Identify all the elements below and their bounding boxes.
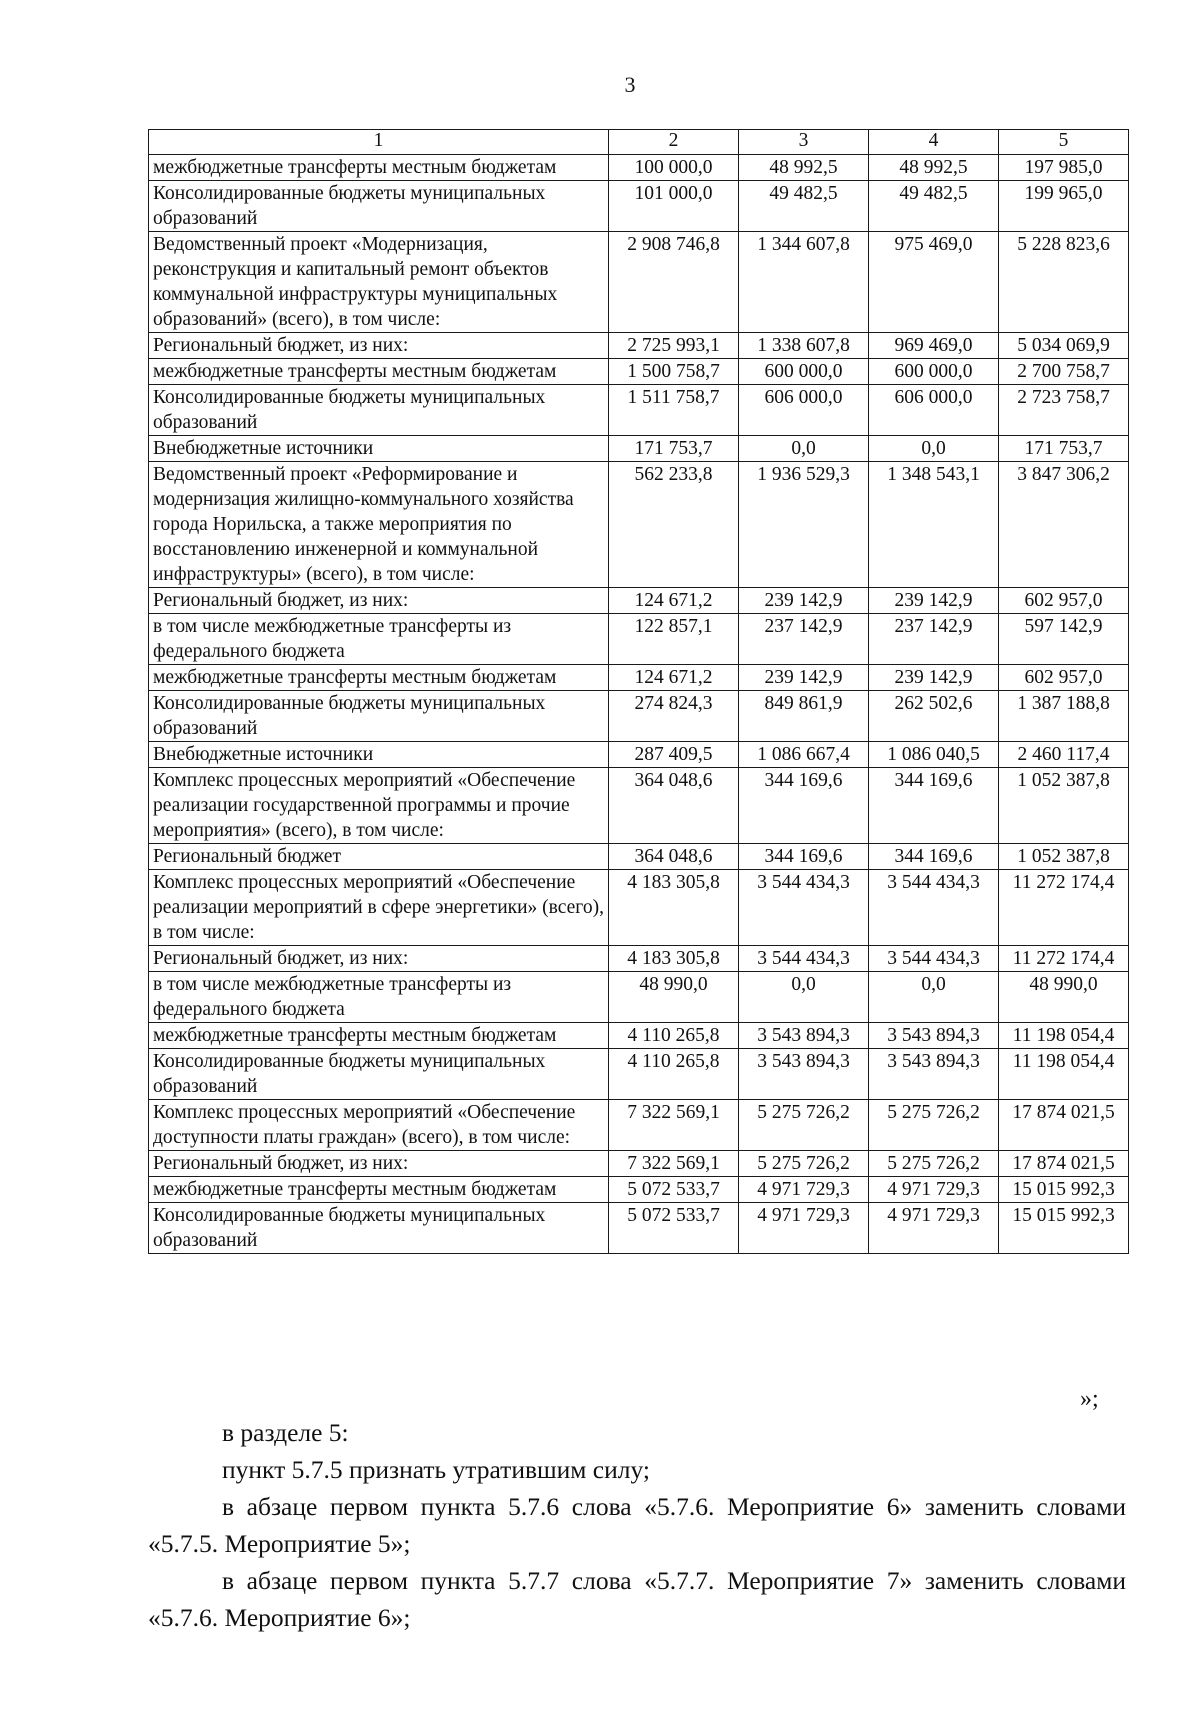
table-row <box>149 742 1129 768</box>
row-value-col-4: 3 543 894,3 <box>869 1049 999 1100</box>
row-value-col-2: 274 824,3 <box>609 691 739 742</box>
table-row <box>149 588 1129 614</box>
row-value-col-4: 5 275 726,2 <box>869 1151 999 1177</box>
column-header-1: 1 <box>149 130 609 155</box>
row-value-col-5: 1 387 188,8 <box>999 691 1129 742</box>
row-value-col-5: 3 847 306,2 <box>999 462 1129 588</box>
row-value-col-2: 287 409,5 <box>609 742 739 768</box>
row-value-col-4: 344 169,6 <box>869 844 999 870</box>
table-row <box>149 844 1129 870</box>
row-value-col-3: 606 000,0 <box>739 385 869 436</box>
row-value-col-4: 969 469,0 <box>869 333 999 359</box>
row-value-col-3: 0,0 <box>739 436 869 462</box>
column-header-3: 3 <box>739 130 869 155</box>
row-label: межбюджетные трансферты местным бюджетам <box>149 1023 609 1049</box>
table-row <box>149 385 1129 436</box>
table-row <box>149 359 1129 385</box>
row-value-col-2: 4 183 305,8 <box>609 946 739 972</box>
row-value-col-3: 237 142,9 <box>739 614 869 665</box>
row-value-col-4: 4 971 729,3 <box>869 1177 999 1203</box>
table-row <box>149 972 1129 1023</box>
table-row <box>149 155 1129 181</box>
budget-table <box>148 129 1129 1254</box>
row-value-col-4: 344 169,6 <box>869 768 999 844</box>
paragraph-section-5: в разделе 5: <box>222 1418 349 1447</box>
row-value-col-4: 1 348 543,1 <box>869 462 999 588</box>
row-value-col-4: 600 000,0 <box>869 359 999 385</box>
row-value-col-2: 5 072 533,7 <box>609 1203 739 1254</box>
row-value-col-3: 344 169,6 <box>739 844 869 870</box>
row-value-col-2: 562 233,8 <box>609 462 739 588</box>
row-value-col-5: 2 700 758,7 <box>999 359 1129 385</box>
row-value-col-5: 48 990,0 <box>999 972 1129 1023</box>
table-row <box>149 665 1129 691</box>
row-value-col-5: 1 052 387,8 <box>999 844 1129 870</box>
row-value-col-3: 239 142,9 <box>739 588 869 614</box>
table-row <box>149 614 1129 665</box>
row-value-col-2: 124 671,2 <box>609 588 739 614</box>
paragraph-5-7-6: в абзаце первом пункта 5.7.6 слова «5.7.6. Мероприятие 6» заменить словами «5.7.5. Мероприятие 5»; <box>148 1492 1126 1558</box>
row-value-col-4: 3 543 894,3 <box>869 1023 999 1049</box>
row-value-col-3: 239 142,9 <box>739 665 869 691</box>
row-value-col-3: 4 971 729,3 <box>739 1177 869 1203</box>
table-row <box>149 181 1129 232</box>
table-row <box>149 232 1129 333</box>
row-label: Консолидированные бюджеты муниципальных образований <box>149 1203 609 1254</box>
row-value-col-5: 11 198 054,4 <box>999 1023 1129 1049</box>
row-value-col-2: 122 857,1 <box>609 614 739 665</box>
row-value-col-3: 1 344 607,8 <box>739 232 869 333</box>
row-label: Внебюджетные источники <box>149 742 609 768</box>
header-row <box>149 130 1129 155</box>
table-row <box>149 462 1129 588</box>
row-value-col-2: 4 110 265,8 <box>609 1049 739 1100</box>
row-label: Консолидированные бюджеты муниципальных образований <box>149 181 609 232</box>
row-value-col-4: 975 469,0 <box>869 232 999 333</box>
row-value-col-4: 3 544 434,3 <box>869 946 999 972</box>
row-label: Комплекс процессных мероприятий «Обеспечение реализации мероприятий в сфере энергетики» (всего), в том числе: <box>149 870 609 946</box>
row-value-col-2: 4 110 265,8 <box>609 1023 739 1049</box>
row-value-col-4: 3 544 434,3 <box>869 870 999 946</box>
row-value-col-3: 1 086 667,4 <box>739 742 869 768</box>
row-value-col-2: 4 183 305,8 <box>609 870 739 946</box>
row-value-col-2: 1 511 758,7 <box>609 385 739 436</box>
row-value-col-4: 237 142,9 <box>869 614 999 665</box>
row-value-col-5: 597 142,9 <box>999 614 1129 665</box>
row-value-col-3: 344 169,6 <box>739 768 869 844</box>
row-value-col-5: 17 874 021,5 <box>999 1100 1129 1151</box>
row-value-col-5: 197 985,0 <box>999 155 1129 181</box>
row-value-col-5: 11 272 174,4 <box>999 946 1129 972</box>
row-value-col-3: 3 543 894,3 <box>739 1049 869 1100</box>
row-value-col-2: 1 500 758,7 <box>609 359 739 385</box>
row-label: межбюджетные трансферты местным бюджетам <box>149 665 609 691</box>
row-value-col-2: 5 072 533,7 <box>609 1177 739 1203</box>
table-row <box>149 768 1129 844</box>
row-value-col-5: 11 272 174,4 <box>999 870 1129 946</box>
amendment-text <box>148 1414 1126 1636</box>
row-value-col-2: 7 322 569,1 <box>609 1151 739 1177</box>
table-row <box>149 691 1129 742</box>
page-number: 3 <box>624 72 636 97</box>
row-value-col-2: 100 000,0 <box>609 155 739 181</box>
row-value-col-2: 101 000,0 <box>609 181 739 232</box>
row-value-col-4: 0,0 <box>869 972 999 1023</box>
row-value-col-5: 1 052 387,8 <box>999 768 1129 844</box>
table-body <box>149 155 1129 1254</box>
paragraph-5-7-7: в абзаце первом пункта 5.7.7 слова «5.7.7. Мероприятие 7» заменить словами «5.7.6. Мероприятие 6»; <box>148 1566 1126 1632</box>
row-value-col-5: 602 957,0 <box>999 665 1129 691</box>
row-label: Консолидированные бюджеты муниципальных образований <box>149 1049 609 1100</box>
row-label: Региональный бюджет, из них: <box>149 588 609 614</box>
row-value-col-3: 49 482,5 <box>739 181 869 232</box>
row-value-col-3: 5 275 726,2 <box>739 1100 869 1151</box>
row-label: Региональный бюджет, из них: <box>149 946 609 972</box>
row-label: Консолидированные бюджеты муниципальных образований <box>149 691 609 742</box>
row-value-col-4: 49 482,5 <box>869 181 999 232</box>
column-header-2: 2 <box>609 130 739 155</box>
row-value-col-5: 11 198 054,4 <box>999 1049 1129 1100</box>
table-row <box>149 1203 1129 1254</box>
row-value-col-5: 15 015 992,3 <box>999 1177 1129 1203</box>
row-value-col-3: 3 544 434,3 <box>739 946 869 972</box>
row-label: Региональный бюджет <box>149 844 609 870</box>
row-value-col-3: 600 000,0 <box>739 359 869 385</box>
row-value-col-4: 4 971 729,3 <box>869 1203 999 1254</box>
row-value-col-5: 171 753,7 <box>999 436 1129 462</box>
closing-quote: »; <box>1080 1386 1099 1412</box>
row-label: в том числе межбюджетные трансферты из федерального бюджета <box>149 972 609 1023</box>
row-value-col-2: 7 322 569,1 <box>609 1100 739 1151</box>
row-value-col-4: 48 992,5 <box>869 155 999 181</box>
row-label: Комплекс процессных мероприятий «Обеспечение реализации государственной программы и прочие мероприятия» (всего), в том числе: <box>149 768 609 844</box>
row-label: Консолидированные бюджеты муниципальных образований <box>149 385 609 436</box>
row-label: Региональный бюджет, из них: <box>149 1151 609 1177</box>
row-value-col-2: 364 048,6 <box>609 768 739 844</box>
row-value-col-4: 5 275 726,2 <box>869 1100 999 1151</box>
row-label: в том числе межбюджетные трансферты из федерального бюджета <box>149 614 609 665</box>
row-label: Комплекс процессных мероприятий «Обеспечение доступности платы граждан» (всего), в том числе: <box>149 1100 609 1151</box>
row-label: межбюджетные трансферты местным бюджетам <box>149 155 609 181</box>
row-value-col-3: 0,0 <box>739 972 869 1023</box>
table-header <box>149 130 1129 155</box>
table-row <box>149 333 1129 359</box>
row-value-col-4: 262 502,6 <box>869 691 999 742</box>
row-value-col-3: 4 971 729,3 <box>739 1203 869 1254</box>
row-value-col-5: 602 957,0 <box>999 588 1129 614</box>
row-value-col-5: 15 015 992,3 <box>999 1203 1129 1254</box>
row-value-col-5: 17 874 021,5 <box>999 1151 1129 1177</box>
row-value-col-2: 2 725 993,1 <box>609 333 739 359</box>
table-row <box>149 1049 1129 1100</box>
row-value-col-5: 2 723 758,7 <box>999 385 1129 436</box>
row-value-col-3: 5 275 726,2 <box>739 1151 869 1177</box>
row-value-col-4: 0,0 <box>869 436 999 462</box>
row-value-col-2: 364 048,6 <box>609 844 739 870</box>
row-value-col-3: 1 338 607,8 <box>739 333 869 359</box>
row-value-col-4: 606 000,0 <box>869 385 999 436</box>
row-value-col-2: 171 753,7 <box>609 436 739 462</box>
row-value-col-2: 124 671,2 <box>609 665 739 691</box>
row-value-col-5: 5 034 069,9 <box>999 333 1129 359</box>
row-value-col-4: 239 142,9 <box>869 665 999 691</box>
row-label: Ведомственный проект «Модернизация, реконструкция и капитальный ремонт объектов коммунальной инфраструктуры муниципальных образований» (всего), в том числе: <box>149 232 609 333</box>
table-row <box>149 1151 1129 1177</box>
row-value-col-3: 48 992,5 <box>739 155 869 181</box>
row-label: межбюджетные трансферты местным бюджетам <box>149 359 609 385</box>
table-row <box>149 1023 1129 1049</box>
table-row <box>149 870 1129 946</box>
row-value-col-4: 239 142,9 <box>869 588 999 614</box>
table-row <box>149 1177 1129 1203</box>
row-value-col-2: 2 908 746,8 <box>609 232 739 333</box>
row-value-col-5: 5 228 823,6 <box>999 232 1129 333</box>
row-label: Региональный бюджет, из них: <box>149 333 609 359</box>
column-header-5: 5 <box>999 130 1129 155</box>
paragraph-5-7-5: пункт 5.7.5 признать утратившим силу; <box>222 1455 650 1484</box>
row-value-col-5: 199 965,0 <box>999 181 1129 232</box>
row-value-col-3: 3 543 894,3 <box>739 1023 869 1049</box>
row-value-col-4: 1 086 040,5 <box>869 742 999 768</box>
row-value-col-5: 2 460 117,4 <box>999 742 1129 768</box>
row-label: Внебюджетные источники <box>149 436 609 462</box>
row-value-col-2: 48 990,0 <box>609 972 739 1023</box>
table-row <box>149 946 1129 972</box>
table-row <box>149 436 1129 462</box>
row-value-col-3: 1 936 529,3 <box>739 462 869 588</box>
table-row <box>149 1100 1129 1151</box>
row-value-col-3: 849 861,9 <box>739 691 869 742</box>
column-header-4: 4 <box>869 130 999 155</box>
row-label: Ведомственный проект «Реформирование и модернизация жилищно-коммунального хозяйства города Норильска, а также мероприятия по восстановлению инженерной и коммунальной инфраструктуры» (всего), в том числе: <box>149 462 609 588</box>
row-label: межбюджетные трансферты местным бюджетам <box>149 1177 609 1203</box>
row-value-col-3: 3 544 434,3 <box>739 870 869 946</box>
